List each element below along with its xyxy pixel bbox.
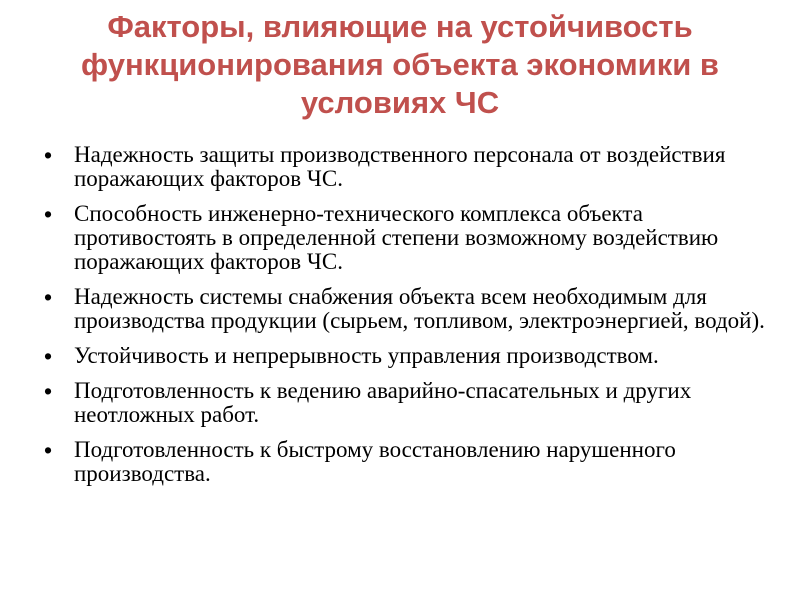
bullet-text: Подготовленность к быстрому восстановлению нарушенного производства.	[74, 437, 676, 486]
bullet-marker: •	[44, 437, 53, 463]
bullet-text: Надежность защиты производственного персонала от воздействия поражающих факторов ЧС.	[74, 142, 726, 191]
bullet-marker: •	[44, 378, 53, 404]
bullet-marker: •	[44, 201, 53, 227]
bullet-item	[40, 143, 770, 191]
bullet-item	[40, 202, 770, 274]
bullet-item	[40, 438, 770, 486]
bullet-text: Подготовленность к ведению аварийно-спасательных и других неотложных работ.	[74, 378, 692, 427]
bullet-text: Надежность системы снабжения объекта всем необходимым для производства продукции (сырьем, топливом, электроэнергией, водой).	[74, 284, 765, 333]
slide-title-line: условиях ЧС	[300, 85, 500, 120]
bullet-marker: •	[44, 343, 53, 369]
bullet-marker: •	[44, 142, 53, 168]
bullet-marker: •	[44, 284, 53, 310]
bullet-text: Устойчивость и непрерывность управления производством.	[74, 343, 659, 368]
bullet-item	[40, 379, 770, 427]
slide-title-line: функционирования объекта экономики в	[81, 47, 719, 82]
bullet-text: Способность инженерно-технического комплекса объекта противостоять в определенной степени возможному воздействию поражающих факторов ЧС.	[74, 201, 719, 274]
slide-title	[40, 8, 760, 122]
slide-title-line: Факторы, влияющие на устойчивость	[107, 9, 693, 44]
bullet-item	[40, 285, 770, 333]
bullet-item	[40, 344, 770, 368]
bullet-list	[40, 143, 770, 497]
